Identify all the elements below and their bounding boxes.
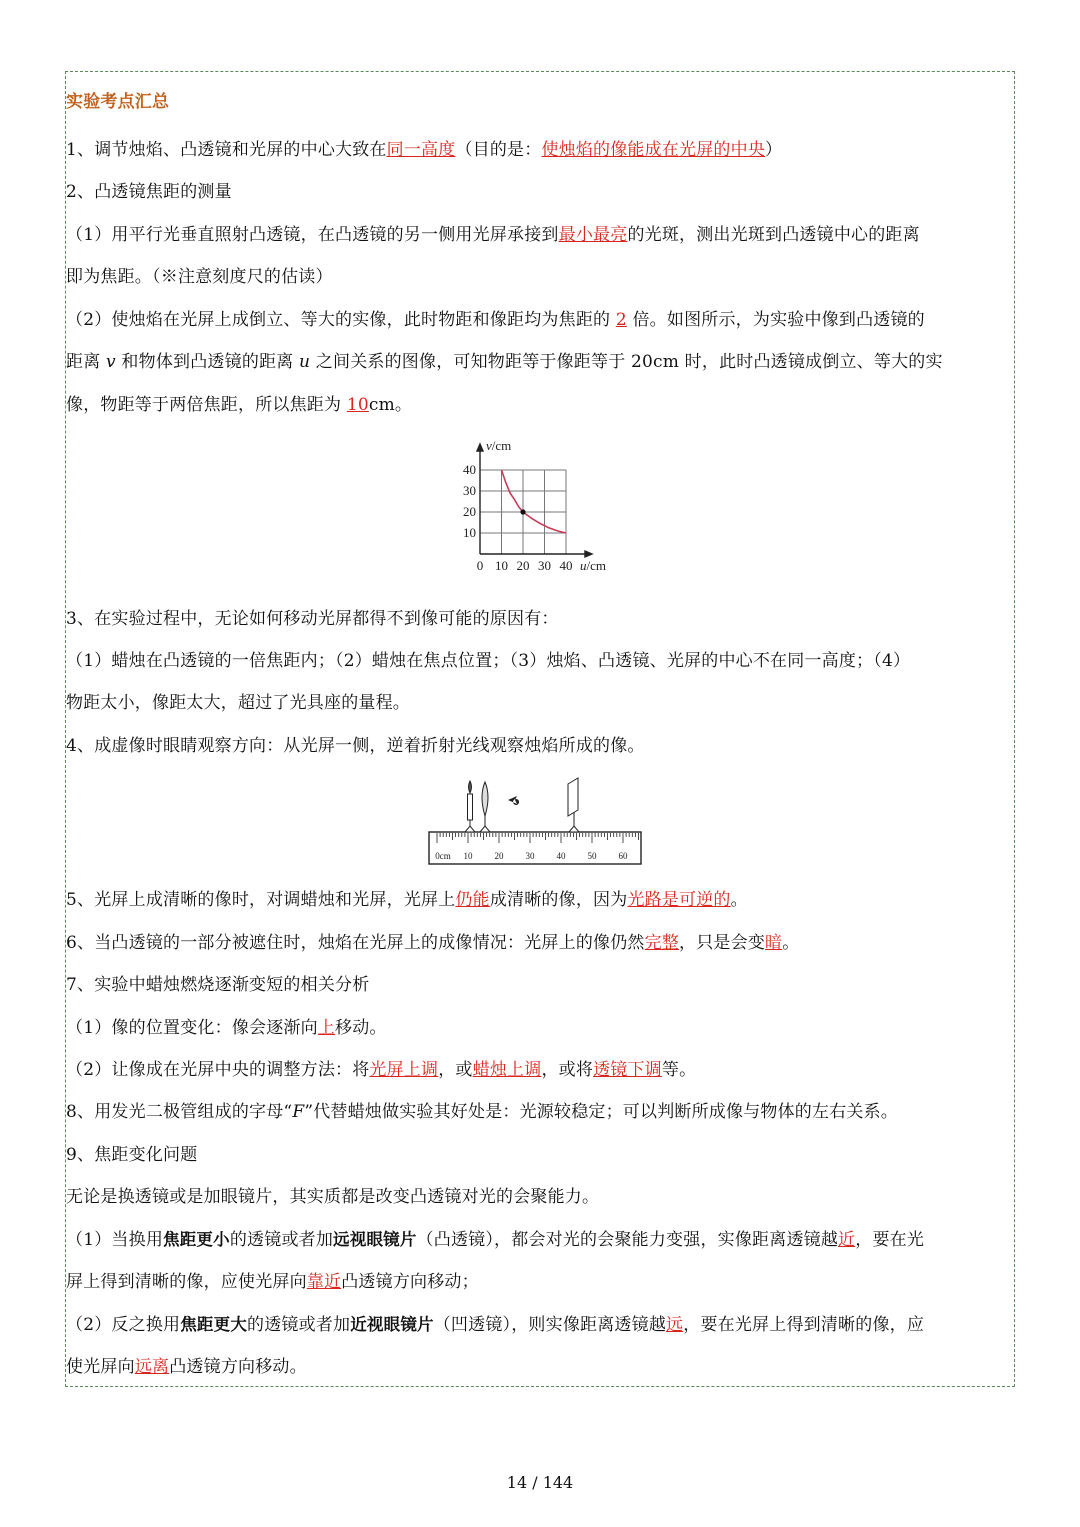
- eye-icon: [508, 796, 519, 805]
- y-axis-label: v/cm: [486, 438, 512, 453]
- answer-blank: 仍能: [455, 890, 490, 910]
- ruler-label: 60: [618, 851, 628, 861]
- x-tick-label: 40: [559, 558, 573, 573]
- answer-blank: 靠近: [306, 1272, 342, 1292]
- answer-blank: 完整: [644, 933, 680, 953]
- point-9-1: （1）当换用焦距更小的透镜或者加远视眼镜片（凸透镜），都会对光的会聚能力变强，实像距离透镜越近，要在光: [66, 1230, 925, 1250]
- answer-blank: 近: [838, 1230, 856, 1250]
- x-axis-arrow: [585, 551, 592, 557]
- candle-icon: [465, 781, 475, 832]
- point-9-intro: 无论是换透镜或是加眼镜片，其实质都是改变凸透镜对光的会聚能力。: [66, 1187, 600, 1207]
- y-tick-label: 40: [463, 462, 476, 477]
- x-tick-label: 30: [538, 558, 551, 573]
- answer-blank: 同一高度: [386, 140, 456, 160]
- point-4: 4、成虚像时眼睛观察方向：从光屏一侧，逆着折射光线观察烛焰所成的像。: [66, 736, 645, 756]
- answer-blank: 光屏上调: [369, 1060, 439, 1080]
- point-9-1-cont: 屏上得到清晰的像，应使光屏向靠近凸透镜方向移动；: [66, 1272, 479, 1292]
- y-tick-label: 20: [463, 504, 476, 519]
- ruler-label: 40: [556, 851, 566, 861]
- point-2-2: （2）使烛焰在光屏上成倒立、等大的实像，此时物距和像距均为焦距的 2 倍。如图所示，为实验中像到凸透镜的: [66, 310, 925, 330]
- light-screen-icon: [568, 778, 579, 832]
- answer-blank: 最小最亮: [558, 225, 628, 245]
- x-tick-label: 10: [495, 558, 508, 573]
- point-2-1-cont: 即为焦距。（※注意刻度尺的估读）: [66, 267, 333, 287]
- answer-blank: 2: [615, 310, 627, 330]
- answer-blank: 远: [666, 1315, 684, 1335]
- x-axis-label: u/cm: [580, 558, 606, 573]
- point-2-2-cont2: 像，物距等于两倍焦距，所以焦距为 10cm。: [66, 395, 413, 415]
- point-9-2: （2）反之换用焦距更大的透镜或者加近视眼镜片（凹透镜），则实像距离透镜越远，要在光屏上得到清晰的像，应: [66, 1315, 925, 1335]
- answer-blank: 蜡烛上调: [472, 1060, 542, 1080]
- y-axis-arrow: [477, 444, 483, 451]
- ruler-label: 0cm: [435, 851, 451, 861]
- point-3-title: 3、在实验过程中，无论如何移动光屏都得不到像可能的原因有：: [66, 609, 559, 629]
- point-7-2: （2）让像成在光屏中央的调整方法：将光屏上调，或蜡烛上调，或将透镜下调等。: [66, 1060, 697, 1080]
- y-tick-label: 10: [463, 525, 476, 540]
- point-7-title: 7、实验中蜡烛燃烧逐渐变短的相关分析: [66, 975, 370, 995]
- point-5: 5、光屏上成清晰的像时，对调蜡烛和光屏，光屏上仍能成清晰的像，因为光路是可逆的。: [66, 890, 748, 910]
- curve-line: [502, 470, 567, 533]
- answer-blank: 透镜下调: [593, 1060, 662, 1080]
- x-tick-label: 0: [476, 558, 484, 573]
- point-6: 6、当凸透镜的一部分被遮住时，烛焰在光屏上的成像情况：光屏上的像仍然完整，只是会变暗。: [66, 933, 800, 953]
- marked-point: [520, 509, 525, 514]
- ruler-label: 50: [587, 851, 597, 861]
- answer-blank: 使烛焰的像能成在光屏的中央: [541, 140, 766, 160]
- optical-bench-figure: [428, 776, 644, 868]
- ruler-label: 10: [463, 851, 473, 861]
- point-7-1: （1）像的位置变化：像会逐渐向上移动。: [66, 1018, 387, 1038]
- point-9-2-cont: 使光屏向远离凸透镜方向移动。: [66, 1357, 307, 1377]
- ruler-label: 30: [525, 851, 535, 861]
- point-2-title: 2、凸透镜焦距的测量: [66, 182, 232, 202]
- point-1: 1、调节烛焰、凸透镜和光屏的中心大致在同一高度（目的是：使烛焰的像能成在光屏的中央）: [66, 140, 783, 160]
- point-8: 8、用发光二极管组成的字母“F”代替蜡烛做实验其好处是：光源较稳定；可以判断所成像与物体的左右关系。: [66, 1102, 899, 1122]
- ruler-label: 20: [494, 851, 504, 861]
- answer-blank: 远离: [134, 1357, 170, 1377]
- x-tick-label: 20: [516, 558, 530, 573]
- point-3-reasons-cont: 物距太小，像距太大，超过了光具座的量程。: [66, 693, 410, 713]
- v-u-graph: [450, 432, 630, 580]
- y-tick-label: 30: [463, 483, 476, 498]
- answer-blank: 上: [317, 1018, 336, 1038]
- ruler: [429, 832, 641, 864]
- point-2-2-cont: 距离 v 和物体到凸透镜的距离 u 之间关系的图像，可知物距等于像距等于 20cm 时，此时凸透镜成倒立、等大的实: [66, 352, 943, 372]
- point-3-reasons: （1）蜡烛在凸透镜的一倍焦距内；（2）蜡烛在焦点位置；（3）烛焰、凸透镜、光屏的中心不在同一高度；（4）: [66, 651, 911, 671]
- point-9-title: 9、焦距变化问题: [66, 1145, 198, 1165]
- point-2-1: （1）用平行光垂直照射凸透镜，在凸透镜的另一侧用光屏承接到最小最亮的光斑，测出光斑到凸透镜中心的距离: [66, 225, 920, 245]
- convex-lens-icon: [480, 782, 490, 832]
- section-title: 实验考点汇总: [66, 92, 170, 112]
- answer-blank: 光路是可逆的: [627, 890, 731, 910]
- page-number: 14 / 144: [506, 1473, 574, 1492]
- answer-blank: 暗: [765, 933, 783, 953]
- answer-blank: 10: [346, 395, 369, 415]
